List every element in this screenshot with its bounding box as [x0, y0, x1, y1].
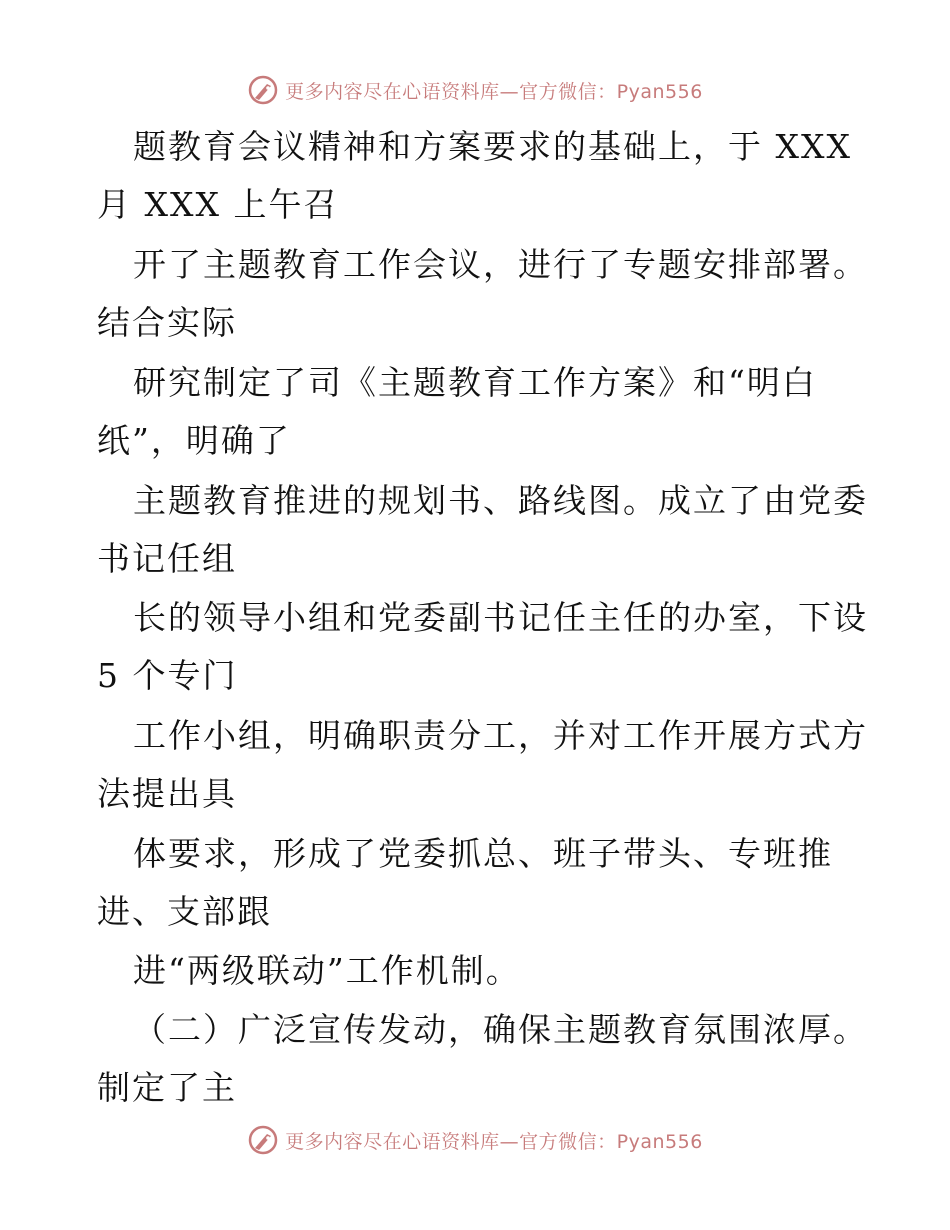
text-line: 制定了主	[97, 1068, 237, 1107]
text-line: 开了主题教育工作会议，进行了专题安排部署。	[133, 245, 868, 284]
text-line: 进“两级联动”工作机制。	[133, 951, 521, 990]
text-line: 体要求，形成了党委抓总、班子带头、专班推	[133, 834, 833, 873]
text-line: （二）广泛宣传发动，确保主题教育氛围浓厚。	[133, 1010, 868, 1049]
text-line: 结合实际	[97, 303, 237, 342]
text-line: 主题教育推进的规划书、路线图。成立了由党委	[133, 481, 868, 520]
text-line: 进、支部跟	[97, 892, 272, 931]
footer-watermark	[0, 1120, 950, 1160]
text-line: 题教育会议精神和方案要求的基础上，于 XXX	[133, 127, 852, 166]
text-line: 工作小组，明确职责分工，并对工作开展方式方	[133, 716, 868, 755]
watermark-text: 更多内容尽在心语资料库—官方微信：Pyan556	[285, 1130, 703, 1153]
text-line: 5 个专门	[97, 656, 238, 695]
text-line: 纸”，明确了	[97, 421, 291, 460]
text-line: 月 XXX 上午召	[97, 185, 339, 224]
text-line: 法提出具	[97, 774, 237, 813]
text-line: 长的领导小组和党委副书记任主任的办室，下设	[133, 598, 868, 637]
watermark-text: 更多内容尽在心语资料库—官方微信：Pyan556	[285, 80, 703, 103]
text-line: 研究制定了司《主题教育工作方案》和“明白	[133, 363, 817, 402]
text-line: 书记任组	[97, 539, 237, 578]
pen-nib-logo-icon	[247, 1124, 279, 1156]
